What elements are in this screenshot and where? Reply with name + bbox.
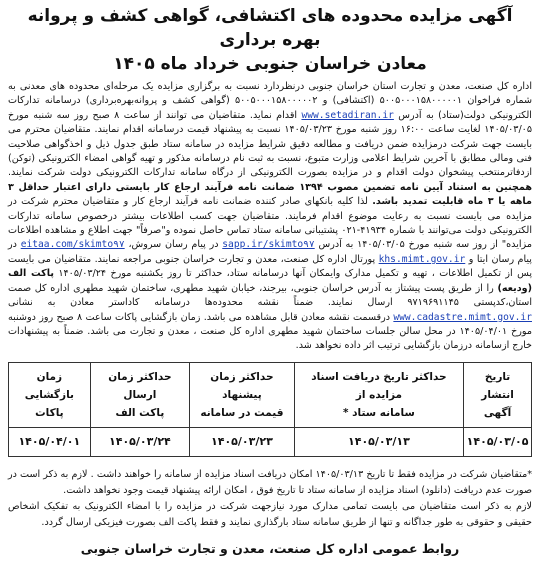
envelope-deadline-cell: ۱۴۰۵/۰۳/۲۴ [90,427,189,456]
col-publish-date: تاریخ انتشار آگهی [464,362,532,427]
envelope-a-highlight: پاکت الف (ودیعه) [8,268,532,294]
body-p7: پورتال اداره کل صنعت، معدن و تجارت خراسان جنوبی مراجعه نمایند. متقاضیان می بایست پس از تکمیل اطلاعات ، تهیه و تکمیل مدارک وایمکان آنها درسامانه ستاد، حداکثر تا روز یکشنبه مورخ ۱۴۰۵/۰۳/۲۴ [8,253,532,280]
setad-link[interactable]: www.setadiran.ir [301,109,394,121]
khs-portal-link[interactable]: khs.mimt.gov.ir [378,253,466,265]
body-p4: لذا کلیه بانکهای صادر کننده ضمانت نامه فرآیند ارجاع کار و متقاضیان محترم شرکت در مزایده می بایست نسبت به رعایت موضوع اقدام فرمایند. متقاضیان جهت کسب اطلاعات بیشتر درخصوص سامانه تدارکات الکترونیکی دولت می‌توانند با شماره ۴۱۹۳۴-۰۲۱ پشتیبانی سامانه ستاد تماس حاصل نموده و"صرفاً" جهت اطلاع و مشاهده اطلاعات مزایده" از روز سه شنبه مورخ ۱۴۰۵/۰۳/۰۵ به آدرس [8,196,532,251]
body-p9: درقسمت نقشه معادن قابل مشاهده می باشد. زمان بازگشایی پاکات ساعت ۸ صبح روز دوشنبه مورخ ۱۴۰۵/۰۴/۰۱ در محل سالن جلسات ساختمان شهید مطهری اداره کل صنعت ، معدن و تجارت می باشد. ضمناً به پیشنهادات خارج ازسامانه درزمان بازگشایی ترتیب اثر داده نخواهد شد. [8,311,532,352]
notice-body [8,80,532,354]
body-p3: همچنین به استناد آیین نامه تضمین مصوب ۱۳۹۴ ضمانت نامه فرآیند ارجاع کار بایستی دارای اعتبار حداقل ۳ ماهه یا ۳ ماه قابلیت تمدید باشد. [8,181,532,208]
note-2: لازم به ذکر است متقاضیان می بایست تمامی مدارک مورد نیازجهت شرکت در مزایده را با امضاء الکترونیک به تفکیک اشخاص حقیقی و حقوقی به طور جداگانه و تنها از طریق سامانه ستاد بارگذاری نمایند و فقط پاکت الف بصورت فیزیکی ارسال گردد. [8,500,532,528]
notes [8,467,532,531]
bid-deadline-cell: ۱۴۰۵/۰۳/۲۳ [190,427,295,456]
schedule-header-row [9,362,532,427]
col-doc-deadline: حداکثر تاریخ دریافت اسناد مزایده از سامانه ستاد * [294,362,463,427]
note-1: *متقاضیان شرکت در مزایده فقط تا تاریخ ۱۴۰۵/۰۳/۱۳ امکان دریافت اسناد مزایده از سامانه را خواهند داشت . لازم به ذکر است در صورت عدم دریافت (دانلود) اسناد مزایده از سامانه ستاد تا تاریخ فوق ، امکان ارائه پیشنهاد قیمت وجود نخواهد داشت. [8,468,533,496]
col-envelope-deadline: حداکثر زمان ارسال پاکت الف [90,362,189,427]
sapp-link[interactable]: sapp.ir/skimto۹۷ [222,239,315,251]
body-p8: را از طریق پست پیشتاز به آدرس خراسان جنوبی، بیرجند، خیابان شهید مطهری، ساختمان شهید مطهری اداره کل صمت استان،کدپستی ۹۷۱۹۶۹۱۱۴۵ ارسال نمایند. ضمناً نقشه محدوده‌ها درسامانه کاداستر معادن به نشانی [8,282,533,309]
notice-title-line1: آگهی مزایده محدوده های اکتشافی، گواهی کشف و پروانه بهره برداری [27,6,513,50]
cadastre-link[interactable]: www.cadastre.mimt.gov.ir [393,311,532,323]
body-p2: اقدام نماید. متقاضیان می توانند از ساعت ۸ صبح روز سه شنبه مورخ ۱۴۰۵/۰۳/۰۵ لغایت ساعت ۱۶:۰۰ روز شنبه مورخ ۱۴۰۵/۰۳/۲۳ نسبت به پیشنهاد قیمت درسامانه اقدام نمایند. متقاضیان محترم می بایست جهت شرکت درمزایده ضمن دریافت و مطالعه دقیق شرایط مزایده در سامانه ستاد طبق جدول ذیل و اخذگواهی صلاحیت فنی ومالی مطابق با آخرین شرایط اعلامی وزارت متبوع، نسبت به ثبت نام درسامانه مذکور و تهیه گواهی امضاء الکترونیکی (توکن) ازدفاترمنتخب پیشخوان دولت اقدام و در مزایده بصورت الکترونیکی از درگاه سامانه تدارکات الکترونیکی دولت شرکت نمایند. [8,109,532,179]
body-p1: اداره کل صنعت، معدن و تجارت استان خراسان جنوبی درنظردارد نسبت به برگزاری مزایده یک مرحله‌ای محدوده های معدنی به شماره فراخوان ۵۰۰۵۰۰۰۱۵۸۰۰۰۰۰۱ (اکتشافی) و ۵۰۰۵۰۰۰۱۵۸۰۰۰۰۰۲ (گواهی کشف و پروانه‌بهره‌برداری) درسامانه تدارکات الکترونیکی دولت(ستاد) به آدرس [8,81,532,121]
col-bid-deadline: حداکثر زمان پیشنهاد قیمت در سامانه [190,362,295,427]
col-opening-date: زمان بازگشایی پاکات [9,362,91,427]
publish-date-cell: ۱۴۰۵/۰۳/۰۵ [464,427,532,456]
body-p5: در پیام رسان سروش، [128,239,219,251]
footer-signature: روابط عمومی اداره کل صنعت، معدن و تجارت خراسان جنوبی [80,540,460,556]
opening-date-cell: ۱۴۰۵/۰۴/۰۱ [9,427,91,456]
doc-deadline-cell: ۱۴۰۵/۰۳/۱۳ [294,427,463,456]
eitaa-link[interactable]: eitaa.com/skimto۹۷ [20,239,125,251]
body-p6: در پیام رسان ایتا و [8,239,532,265]
schedule-table [8,362,532,457]
schedule-row [9,427,532,456]
notice-title-line2: معادن خراسان جنوبی خرداد ماه ۱۴۰۵ [113,54,427,74]
